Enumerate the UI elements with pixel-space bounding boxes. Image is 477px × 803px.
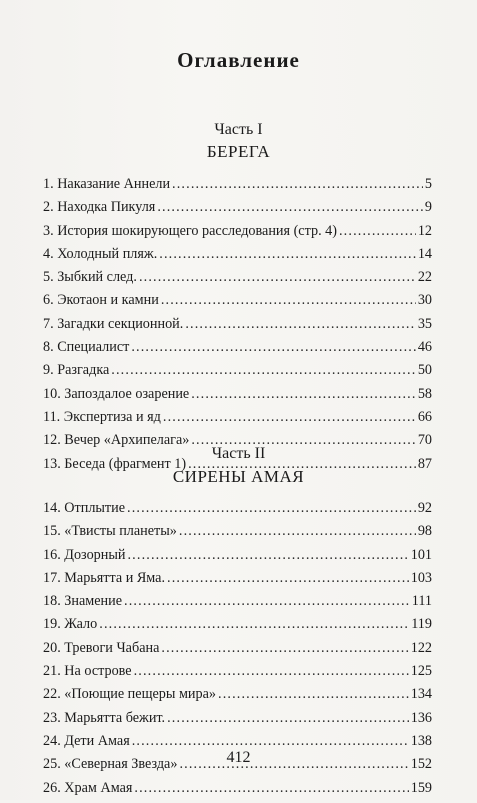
toc-entry-title: 16. Дозорный [43,546,126,563]
dot-leader [161,640,408,657]
toc-entry-title: 2. Находка Пикуля [43,199,156,216]
toc-entry [43,246,432,269]
dot-leader [157,199,423,216]
toc-entry [43,362,432,385]
toc-entry-page: 50 [417,362,432,379]
page-number: 412 [226,749,251,766]
part-2-label: Часть II [211,445,266,462]
dot-leader [167,710,409,727]
toc-entry [43,570,432,593]
dot-leader [127,547,408,564]
dot-leader [111,362,416,379]
toc-entry-page: 138 [410,732,432,749]
toc-entry [43,316,432,339]
toc-entry-title: 18. Знамение [43,593,123,610]
toc-entry-title: 5. Зыбкий след. [43,269,137,286]
toc-entry-page: 46 [417,339,432,356]
dot-leader [127,500,416,517]
toc-entry-title: 19. Жало [43,616,98,633]
toc-entry-page: 12 [417,222,432,239]
dot-leader [134,780,408,797]
dot-leader [124,593,410,610]
toc-entry [43,339,432,362]
toc-entry-title: 10. Запоздалое озарение [43,385,190,402]
toc-entry [43,663,432,686]
toc-entry [43,593,432,616]
toc-entry-page: 92 [417,500,432,516]
dot-leader [161,292,416,309]
dot-leader [179,523,416,540]
toc-list-part-1 [43,176,432,479]
toc-entry-page: 70 [417,432,432,449]
toc-entry-page: 125 [410,663,432,680]
toc-entry [43,710,432,733]
toc-entry-title: 3. История шокирующего расследования (стр. 4) [43,222,337,239]
toc-entry [43,223,432,246]
toc-entry [43,269,432,292]
part-1-name: БЕРЕГА [206,142,271,161]
dot-leader [134,663,409,680]
dot-leader [172,176,423,193]
toc-entry-page: 87 [417,455,432,472]
toc-entry-page: 98 [417,523,432,540]
toc-entry-page: 14 [417,245,432,262]
dot-leader [218,686,409,703]
toc-entry-title: 7. Загадки секционной. [43,315,184,332]
toc-entry-page: 152 [410,756,432,773]
toc-entry-title: 13. Беседа (фрагмент 1) [43,455,187,472]
toc-entry-title: 4. Холодный пляж. [43,245,158,262]
toc-entry-title: 21. На острове [43,663,132,680]
toc-entry-title: 24. Дети Амая [43,732,130,749]
part-1-label: Часть I [214,121,263,138]
toc-entry [43,176,432,199]
toc-entry-page: 122 [410,639,432,656]
toc-entry [43,500,432,523]
toc-entry-page: 119 [411,616,432,633]
dot-leader [167,570,409,587]
toc-entry [43,199,432,222]
toc-entry-page: 136 [410,709,432,726]
toc-entry-title: 23. Марьятта бежит. [43,709,166,726]
dot-leader [131,339,415,356]
toc-entry-title: 6. Экотаон и камни [43,292,159,309]
part-2-name: СИРЕНЫ АМАЯ [172,467,305,486]
toc-entry-page: 134 [410,686,432,703]
toc-entry [43,780,432,803]
toc-entry [43,409,432,432]
toc-entry-page: 30 [417,292,432,309]
dot-leader [185,316,415,333]
toc-entry-page: 9 [424,199,432,216]
toc-entry [43,686,432,709]
toc-entry [43,292,432,315]
toc-entry-page: 111 [411,593,432,610]
toc-entry [43,523,432,546]
toc-entry [43,386,432,409]
dot-leader [99,616,409,633]
toc-entry-title: 26. Храм Амая [43,779,133,796]
toc-entry-page: 22 [417,269,432,286]
dot-leader [139,269,416,286]
toc-entry-title: 17. Марьятта и Яма. [43,569,166,586]
dot-leader [159,246,416,263]
toc-entry [43,640,432,663]
toc-entry-page: 101 [410,546,432,563]
toc-entry-title: 12. Вечер «Архипелага» [43,432,190,449]
dot-leader [163,409,416,426]
toc-entry-page: 159 [410,779,432,796]
toc-entry-page: 5 [424,176,432,192]
toc-entry-title: 8. Специалист [43,339,130,356]
toc-entry-title: 22. «Поющие пещеры мира» [43,686,217,703]
toc-entry-title: 25. «Северная Звезда» [43,756,178,773]
toc-entry-title: 11. Экспертиза и яд [43,408,161,425]
page-title: Оглавление [177,48,300,72]
toc-entry [43,616,432,639]
toc-entry-page: 35 [417,315,432,332]
toc-entry-title: 15. «Твисты планеты» [43,523,177,540]
toc-entry-title: 1. Наказание Аннели [43,176,171,192]
toc-entry-title: 20. Тревоги Чабана [43,639,160,656]
toc-entry [43,547,432,570]
toc-entry-title: 14. Отплытие [43,500,126,516]
dot-leader [339,223,416,240]
toc-entry-title: 9. Разгадка [43,362,110,379]
dot-leader [191,386,416,403]
toc-entry-page: 66 [417,408,432,425]
dot-leader [132,733,409,750]
toc-entry-page: 103 [410,569,432,586]
toc-entry-page: 58 [417,385,432,402]
